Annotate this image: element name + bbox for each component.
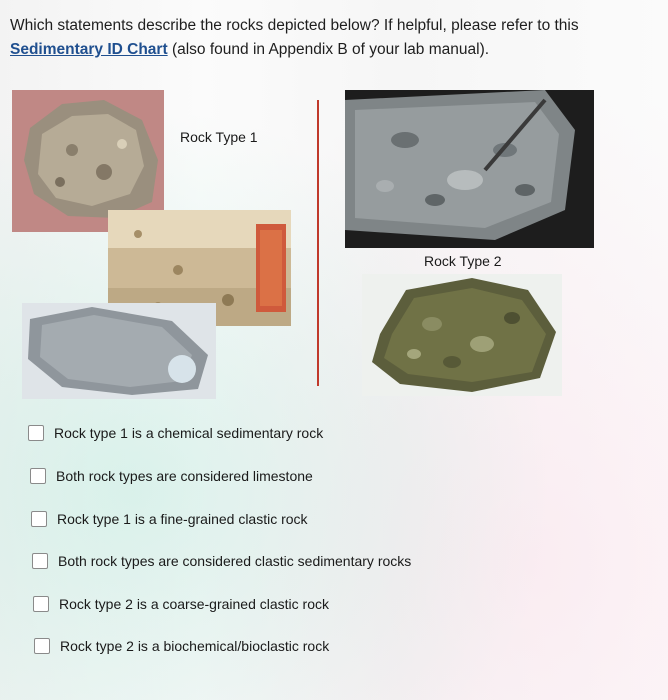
option-coarse-grained-clastic[interactable] [33,596,329,612]
rock-2-photo-b [362,274,562,396]
option-label: Both rock types are considered limestone [56,468,313,484]
option-checkbox[interactable] [31,511,47,527]
option-label: Rock type 2 is a coarse-grained clastic rock [59,596,329,612]
question-prefix: Which statements describe the rocks depicted below? If helpful, please refer to this [10,17,579,34]
rock-type-2-label: Rock Type 2 [424,253,502,269]
option-checkbox[interactable] [28,425,44,441]
rock-2-photo-a [345,90,594,248]
section-divider [317,100,319,386]
option-label: Both rock types are considered clastic sedimentary rocks [58,553,412,569]
rock-1-photo-c [22,303,216,399]
option-fine-grained-clastic[interactable] [31,511,308,527]
option-checkbox[interactable] [30,468,46,484]
option-label: Rock type 1 is a fine-grained clastic rock [57,511,308,527]
option-label: Rock type 2 is a biochemical/bioclastic rock [60,638,330,654]
option-both-limestone[interactable] [30,468,313,484]
option-chemical-sedimentary[interactable] [28,425,323,441]
option-both-clastic[interactable] [32,553,411,569]
question-text [10,14,650,62]
option-biochemical-bioclastic[interactable] [34,638,329,654]
rock-type-1-label: Rock Type 1 [180,129,258,145]
question-suffix: (also found in Appendix B of your lab manual). [167,41,490,58]
sedimentary-id-chart-link[interactable]: Sedimentary ID Chart [10,41,168,58]
option-label: Rock type 1 is a chemical sedimentary rock [54,425,324,441]
option-checkbox[interactable] [33,596,49,612]
option-checkbox[interactable] [32,553,48,569]
option-checkbox[interactable] [34,638,50,654]
